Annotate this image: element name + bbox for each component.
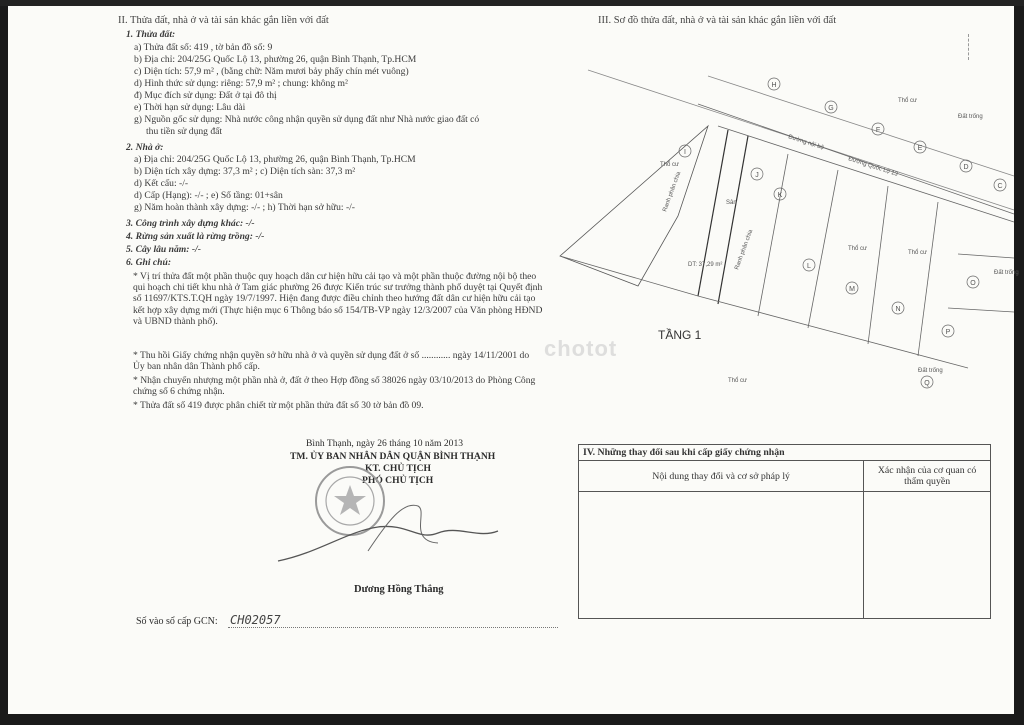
parcel-bottom-left	[560, 256, 698, 296]
house-address: a) Địa chỉ: 204/25G Quốc Lộ 13, phường 26, quận Bình Thạnh, Tp.HCM	[134, 154, 416, 165]
origin-line-2: thu tiền sử dụng đất	[146, 126, 223, 137]
parcel-divider-4	[918, 202, 938, 356]
year-built-line: g) Năm hoàn thành xây dựng: -/- ; h) Thời hạn sở hữu: -/-	[134, 202, 355, 213]
official-seal-and-signature	[308, 461, 508, 581]
marker-o: O	[970, 280, 976, 287]
purpose-line: đ) Mục đích sử dụng: Đất ở tại đô thị	[134, 90, 277, 101]
parcel-divider-1	[758, 154, 788, 316]
note-transfer: * Nhận chuyển nhượng một phần nhà ở, đất ở theo Hợp đồng số 38026 ngày 03/10/2013 do Phòng Công chứng số 6 chứng nhận.	[133, 375, 536, 398]
marker-q: Q	[924, 380, 930, 387]
marker-l: L	[807, 263, 811, 270]
marker-n: N	[895, 306, 901, 313]
marker-h: H	[771, 82, 777, 89]
land-heading: 1. Thửa đất:	[126, 29, 176, 40]
marker-d: D	[963, 164, 969, 171]
sign-date: Bình Thạnh, ngày 26 tháng 10 năm 2013	[306, 438, 464, 449]
changes-col-confirm: Xác nhận của cơ quan có thẩm quyền	[864, 461, 991, 492]
yard-label: Sân	[726, 200, 737, 206]
land-label-left: Thổ cư	[660, 162, 680, 168]
changes-title: IV. Những thay đổi sau khi cấp giấy chứng nhận	[579, 445, 991, 461]
origin-line: g) Nguồn gốc sử dụng: Nhà nước công nhận quyền sử dụng đất như Nhà nước giao đất có	[134, 114, 480, 125]
area-line: c) Diện tích: 57,9 m² , (bằng chữ: Năm mươi bảy phẩy chín mét vuông)	[134, 66, 409, 77]
marker-i: I	[684, 149, 686, 156]
marker-f: F	[875, 127, 881, 134]
land-label-top: Thổ cư	[898, 98, 918, 104]
marker-e: E	[917, 145, 923, 152]
parcel-bottom-2	[848, 336, 968, 368]
marker-j: J	[755, 172, 759, 179]
marker-m: M	[849, 286, 855, 293]
registration-number: CH02057	[230, 613, 281, 627]
marker-c: C	[997, 183, 1003, 190]
section-title-land: II. Thửa đất, nhà ở và tài sản khác gắn liền với đất	[118, 15, 329, 26]
parcel-419-area: Ranh phân chia	[662, 171, 683, 213]
grade-line: d) Cấp (Hạng): -/- ; e) Số tầng: 01+sân	[134, 190, 283, 201]
unused-label-1: Đất trống	[958, 114, 983, 120]
parcel-divider-2	[808, 170, 838, 328]
road-internal-label: Đường nội bộ	[787, 134, 825, 152]
road-main-label: Đường Quốc Lộ 13	[847, 156, 899, 178]
parcel-line: a) Thửa đất số: 419 , tờ bản đồ số: 9	[134, 42, 273, 53]
registration-label: Số vào sổ cấp GCN:	[136, 616, 218, 627]
item-perennial: 5. Cây lâu năm: -/-	[126, 244, 201, 255]
sign-org: TM. ỦY BAN NHÂN DÂN QUẬN BÌNH THẠNH	[290, 451, 496, 462]
term-line: e) Thời hạn sử dụng: Lâu dài	[134, 102, 246, 113]
floor-label: TẦNG 1	[658, 328, 702, 342]
sign-title: PHÓ CHỦ TỊCH	[362, 475, 434, 486]
changes-col-content: Nội dung thay đổi và cơ sở pháp lý	[579, 461, 864, 492]
note-revoke: * Thu hồi Giấy chứng nhận quyền sở hữu nhà ở và quyền sử dụng đất ở số ............ ngày 14/11/2001 do Ủy ban nhân dân Thành phố cấp.	[133, 350, 530, 373]
marker-g: G	[828, 105, 834, 112]
signature-scribble	[278, 526, 498, 561]
signer-name: Dương Hồng Thắng	[354, 584, 444, 595]
sign-kt: KT. CHỦ TỊCH	[365, 463, 432, 474]
unused-label-2: Đất trống	[994, 270, 1019, 276]
marker-k: K	[777, 192, 783, 199]
area-label: DT: 37,29 m²	[688, 262, 723, 268]
section-title-diagram: III. Sơ đồ thửa đất, nhà ở và tài sản khác gắn liền với đất	[598, 15, 837, 26]
parcel-right-1	[958, 254, 1014, 258]
house-heading: 2. Nhà ở:	[126, 142, 164, 153]
land-label-bottom: Thổ cư	[728, 378, 748, 384]
parcel-bottom-1	[698, 296, 848, 336]
structure-line: d) Kết cấu: -/-	[134, 178, 189, 189]
note-split: * Thửa đất số 419 được phân chiết từ một phần thửa đất số 30 tờ bản đồ 09.	[133, 400, 424, 411]
marker-p: P	[945, 329, 951, 336]
chotot-watermark: chotot	[544, 336, 618, 361]
changes-content-cell	[579, 492, 864, 619]
item-notes: 6. Ghi chú:	[126, 257, 172, 268]
boundary-label-2: Ranh phân chia	[734, 229, 755, 271]
parcel-diagram	[548, 46, 1019, 406]
registration-underline	[228, 627, 558, 628]
changes-confirm-cell	[864, 492, 991, 619]
parcel-right-2	[948, 308, 1014, 312]
road-edge-bottom	[718, 126, 1014, 222]
unused-label-3: Đất trống	[918, 368, 943, 374]
item-forest: 4. Rừng sản xuất là rừng trồng: -/-	[126, 231, 265, 242]
item-other-construction: 3. Công trình xây dựng khác: -/-	[126, 218, 255, 229]
parcel-divider-3	[868, 186, 888, 344]
land-label-mid: Thổ cư	[848, 246, 868, 252]
house-area: b) Diện tích xây dựng: 37,3 m² ; c) Diện tích sàn: 37,3 m²	[134, 166, 356, 177]
usage-form-line: d) Hình thức sử dụng: riêng: 57,9 m² ; chung: không m²	[134, 78, 348, 89]
land-label-right: Thổ cư	[908, 250, 928, 256]
address-line: b) Địa chỉ: 204/25G Quốc Lộ 13, phường 26, quận Bình Thạnh, Tp.HCM	[134, 54, 417, 65]
certificate-page	[8, 6, 1019, 714]
note-planning: * Vị trí thửa đất một phần thuộc quy hoạch dân cư hiện hữu cải tạo và một phần thuộc đường nội bộ theo qui hoạch chi tiết khu nhà ở Tam giác phường 26 được Kiến trúc sư trưởng thành phố duyệt tại Quyết định số 11697/KTS.T.QH ngày 19/7/1997. Hiện đang được điều chỉnh theo hướng đất dân cư hiện hữu cải tạo kết hợp xây dựng mới (Thực hiện mục 6 Thông báo số 154/TB-VP ngày 12/3/2007 của Văn phòng HĐND và UBND thành phố).	[133, 271, 543, 327]
changes-table	[578, 444, 991, 619]
seal-star	[334, 485, 366, 515]
